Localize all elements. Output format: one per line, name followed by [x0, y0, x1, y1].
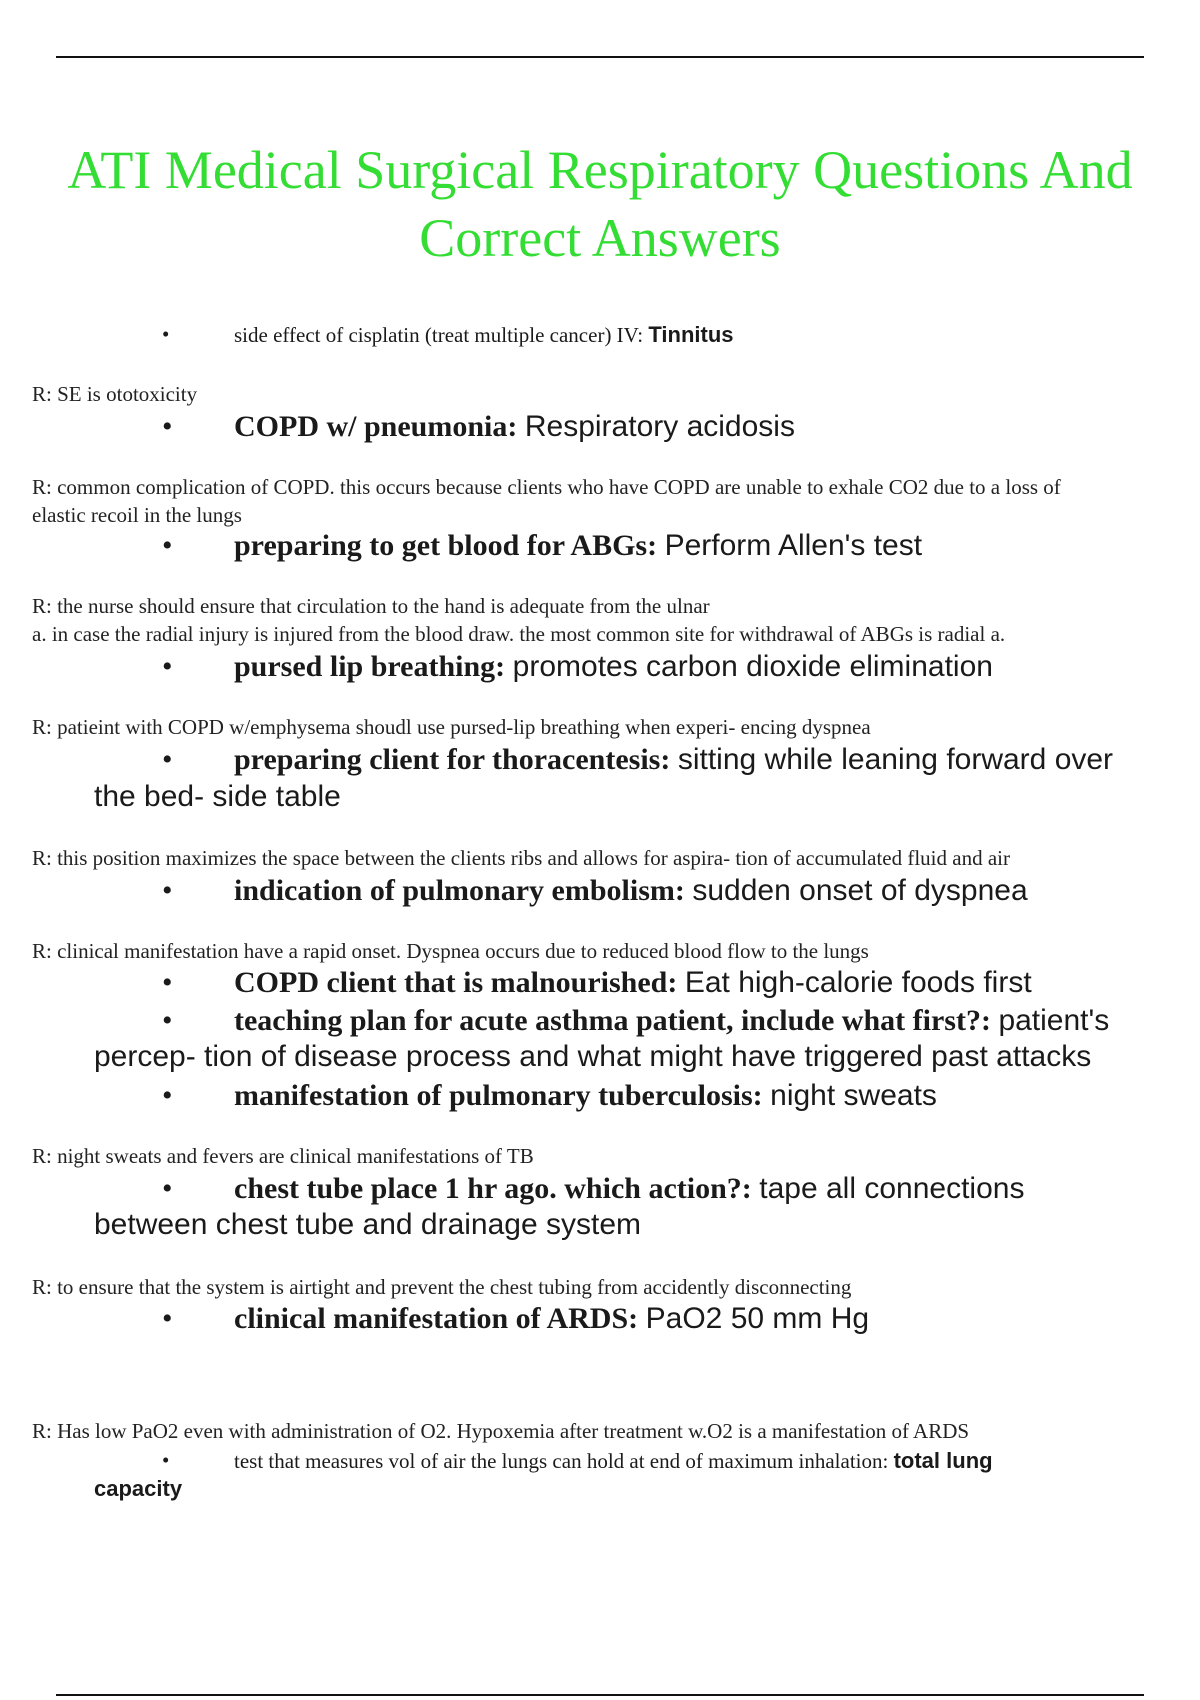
- rationale-text: a. in case the radial injury is injured from the blood draw. the most common site for withdrawal of ABGs is radial a.: [32, 622, 1006, 646]
- question-text: side effect of cisplatin (treat multiple cancer) IV:: [234, 323, 644, 347]
- bullet-icon: •: [162, 322, 170, 346]
- bullet-icon: •: [162, 874, 173, 907]
- question-text: indication of pulmonary embolism:: [234, 874, 685, 907]
- answer-text: sitting while leaning forward over: [677, 743, 1114, 776]
- bullet-icon: •: [162, 410, 173, 443]
- bullet-icon: •: [162, 1448, 170, 1472]
- answer-text: patient's: [998, 1004, 1110, 1037]
- rationale-text: R: clinical manifestation have a rapid onset. Dyspnea occurs due to reduced blood flow to the lungs: [32, 939, 869, 963]
- bullet-icon: •: [162, 650, 173, 683]
- bullet-icon: •: [162, 1302, 173, 1335]
- question-text: preparing to get blood for ABGs:: [234, 529, 658, 562]
- question-text: teaching plan for acute asthma patient, include what first?:: [234, 1004, 991, 1037]
- answer-text: sudden onset of dyspnea: [692, 874, 1028, 907]
- answer-text: Perform Allen's test: [664, 529, 923, 562]
- page-title: [40, 136, 1160, 272]
- rationale-text: R: the nurse should ensure that circulation to the hand is adequate from the ulnar: [32, 594, 710, 618]
- title-line-1: ATI Medical Surgical Respiratory Questions And: [67, 140, 1133, 200]
- rationale-text: R: patieint with COPD w/emphysema shoudl use pursed-lip breathing when experi- encing dyspnea: [32, 715, 871, 739]
- rationale-text: R: to ensure that the system is airtight and prevent the chest tubing from accidently disconnecting: [32, 1275, 852, 1299]
- rationale-text: R: common complication of COPD. this occurs because clients who have COPD are unable to exhale CO2 due to a loss of: [32, 475, 1061, 499]
- bullet-icon: •: [162, 1172, 173, 1205]
- bullet-icon: •: [162, 743, 173, 776]
- bullet-icon: •: [162, 966, 173, 999]
- answer-text: tape all connections: [759, 1172, 1025, 1205]
- answer-text: Respiratory acidosis: [524, 410, 795, 443]
- answer-text: Tinnitus: [648, 322, 734, 347]
- answer-text: total lung: [893, 1448, 993, 1473]
- rationale-text: R: SE is ototoxicity: [32, 382, 198, 406]
- question-text: test that measures vol of air the lungs can hold at end of maximum inhalation:: [234, 1449, 889, 1473]
- bullet-icon: •: [162, 1079, 173, 1112]
- rationale-text: elastic recoil in the lungs: [32, 503, 242, 527]
- rationale-text: R: Has low PaO2 even with administration of O2. Hypoxemia after treatment w.O2 is a manifestation of ARDS: [32, 1419, 970, 1443]
- title-line-2: Correct Answers: [419, 208, 781, 268]
- question-text: COPD client that is malnourished:: [234, 966, 678, 999]
- question-text: pursed lip breathing:: [234, 650, 506, 683]
- question-text: preparing client for thoracentesis:: [234, 743, 671, 776]
- rationale-text: R: this position maximizes the space between the clients ribs and allows for aspira- tion of accumulated fluid and air: [32, 846, 1010, 870]
- bullet-icon: •: [162, 1004, 173, 1037]
- answer-text: promotes carbon dioxide elimination: [512, 650, 993, 683]
- question-text: manifestation of pulmonary tuberculosis:: [234, 1079, 763, 1112]
- question-text: chest tube place 1 hr ago. which action?:: [234, 1172, 752, 1205]
- answer-text: PaO2 50 mm Hg: [645, 1302, 870, 1335]
- question-text: clinical manifestation of ARDS:: [234, 1302, 639, 1335]
- answer-text: Eat high-calorie foods first: [684, 966, 1032, 999]
- bullet-icon: •: [162, 529, 173, 562]
- answer-text: night sweats: [770, 1079, 937, 1112]
- bottom-rule: [56, 1694, 1144, 1696]
- rationale-text: R: night sweats and fevers are clinical manifestations of TB: [32, 1144, 534, 1168]
- top-rule: [56, 56, 1144, 58]
- question-text: COPD w/ pneumonia:: [234, 410, 518, 443]
